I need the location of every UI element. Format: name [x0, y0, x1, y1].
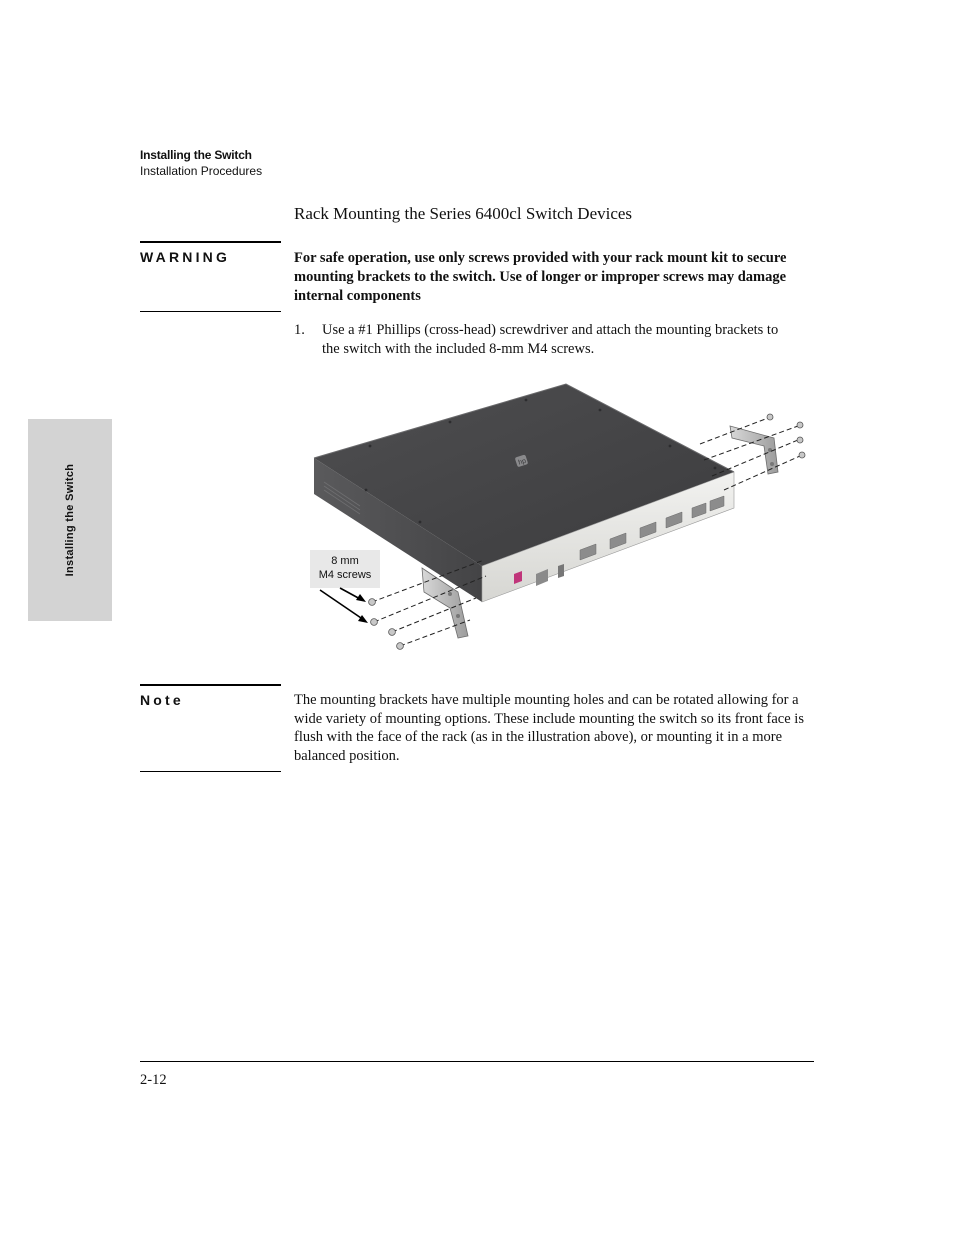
- note-top-rule: [140, 684, 281, 686]
- section-title: Rack Mounting the Series 6400cl Switch Devices: [294, 204, 633, 223]
- note-label: Note: [140, 692, 184, 708]
- running-header-chapter: Installing the Switch: [140, 148, 252, 162]
- screw-size-callout: [310, 550, 380, 623]
- rack-mount-illustration: [300, 380, 815, 655]
- page-number: 2-12: [140, 1072, 167, 1088]
- step-1-number: 1.: [294, 322, 305, 338]
- warning-label: WARNING: [140, 249, 231, 265]
- footer-rule: [140, 1061, 814, 1062]
- step-1-text: Use a #1 Phillips (cross-head) screwdriver and attach the mounting brackets to the switch with the included 8-mm M4 screws.: [322, 322, 779, 357]
- note-text: The mounting brackets have multiple mounting holes and can be rotated allowing for a wide variety of mounting options. These include mounting the switch so its front face is flush with the face of the rack (as in the illustration above), or mounting it in a more balanced position.: [294, 692, 804, 765]
- right-mounting-bracket: [730, 426, 778, 474]
- running-header-section: Installation Procedures: [140, 164, 263, 178]
- chapter-side-tab-label: Installing the Switch: [64, 463, 76, 577]
- hp-logo: hp: [517, 457, 528, 467]
- callout-line-1: 8 mm: [331, 555, 359, 567]
- warning-top-rule: [140, 241, 281, 243]
- warning-text: For safe operation, use only screws provided with your rack mount kit to secure mounting brackets to the switch. Use of longer or improper screws may damage internal components: [294, 250, 787, 304]
- note-bottom-rule: [140, 771, 281, 772]
- callout-line-2: M4 screws: [318, 569, 372, 581]
- warning-bottom-rule: [140, 311, 281, 312]
- chapter-side-tab: [28, 419, 112, 621]
